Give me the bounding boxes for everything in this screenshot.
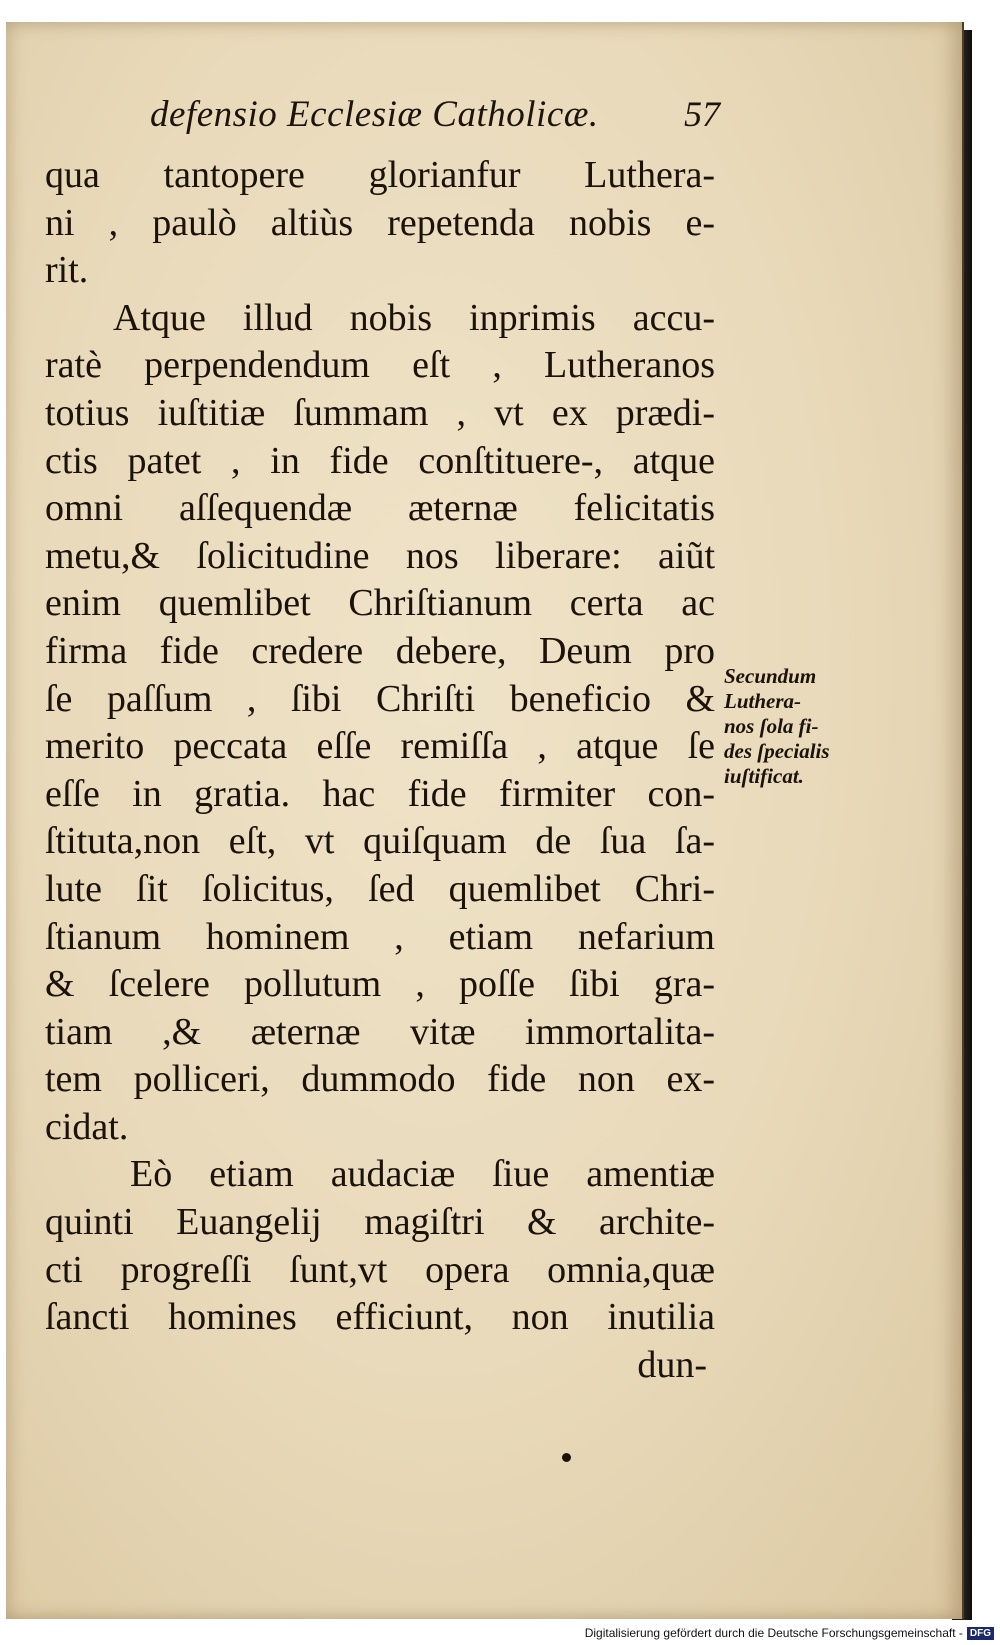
text-line: tiam ,& æternæ vitæ immortalita- bbox=[45, 1010, 715, 1053]
text-line: quinti Euangelij magiſtri & archite- bbox=[45, 1201, 715, 1244]
marginal-note-line: iuſtificat. bbox=[724, 764, 804, 788]
text-line: ni , paulò altiùs repetenda nobis e- bbox=[45, 201, 715, 244]
text-line: ctis patet , in fide conſtituere-, atque bbox=[45, 439, 715, 482]
running-title: defensio Ecclesiæ Catholicæ. bbox=[150, 94, 599, 135]
text-line: qua tantopere glorianfur Luthera- bbox=[45, 154, 715, 196]
text-line: ſe paſſum , ſibi Chriſti beneficio & bbox=[45, 677, 715, 720]
text-line: cti progreſſi ſunt,vt opera omnia,quæ bbox=[45, 1248, 715, 1291]
text-line: Atque illud nobis inprimis accu- bbox=[113, 296, 715, 339]
body-text bbox=[45, 152, 715, 1389]
dfg-logo: DFG bbox=[967, 1627, 994, 1640]
text-line: Eò etiam audaciæ ſiue amentiæ bbox=[130, 1153, 715, 1196]
text-line: & ſcelere pollutum , poſſe ſibi gra- bbox=[45, 963, 715, 1006]
digitization-footer bbox=[585, 1626, 994, 1642]
marginal-note-line: Luthera- bbox=[724, 689, 802, 713]
text-line: merito peccata eſſe remiſſa , atque ſe bbox=[45, 725, 715, 768]
text-line: tem polliceri, dummodo fide non ex- bbox=[45, 1058, 715, 1101]
marginal-note bbox=[724, 664, 834, 789]
text-line: omni aſſequendæ æternæ felicitatis bbox=[45, 487, 715, 530]
page-header bbox=[150, 93, 720, 143]
marginal-note-line: Secundum bbox=[724, 664, 817, 688]
text-line: ſtituta,non eſt, vt quiſquam de ſua ſa- bbox=[45, 820, 715, 863]
footer-text: Digitalisierung gefördert durch die Deutsche Forschungsgemeinschaft - bbox=[584, 1626, 963, 1640]
text-line: rit. bbox=[45, 249, 89, 292]
marginal-note-line: nos ſola fi- bbox=[724, 714, 819, 738]
text-line: ſancti homines efficiunt, non inutilia bbox=[45, 1296, 715, 1339]
text-line: metu,& ſolicitudine nos liberare: aiũt bbox=[45, 534, 715, 577]
page-number: 57 bbox=[684, 94, 720, 134]
text-line: enim quemlibet Chriſtianum certa ac bbox=[45, 582, 715, 625]
text-line: eſſe in gratia. hac fide firmiter con- bbox=[45, 772, 715, 815]
text-line: ratè perpendendum eſt , Lutheranos bbox=[45, 344, 715, 387]
text-line: ſtianum hominem , etiam nefarium bbox=[45, 915, 715, 958]
marginal-note-line: des ſpecialis bbox=[724, 739, 830, 763]
catchword: dun- bbox=[637, 1343, 707, 1386]
signature-mark bbox=[562, 1453, 571, 1462]
text-line: cidat. bbox=[45, 1105, 129, 1148]
text-line: firma fide credere debere, Deum pro bbox=[45, 629, 715, 672]
text-line: totius iuſtitiæ ſummam , vt ex prædi- bbox=[45, 391, 715, 434]
text-line: lute ſit ſolicitus, ſed quemlibet Chri- bbox=[45, 867, 715, 910]
